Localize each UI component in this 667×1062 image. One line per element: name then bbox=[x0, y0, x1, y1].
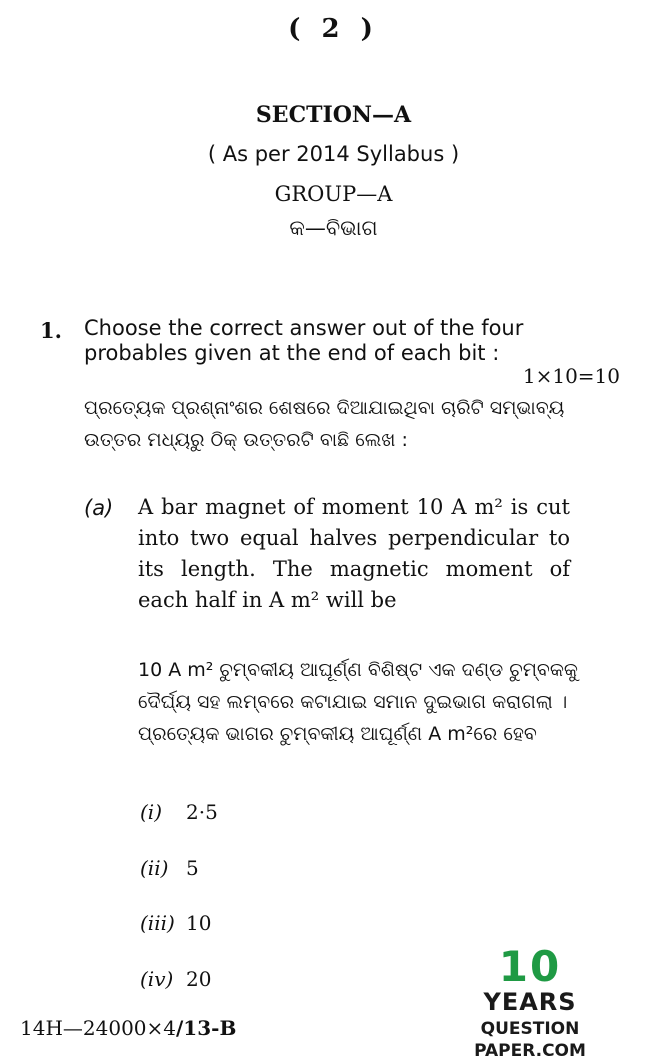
option-label: (ii) bbox=[140, 856, 169, 880]
option-label: (iv) bbox=[140, 967, 174, 991]
option-iv bbox=[140, 967, 211, 991]
logo-number: 10 bbox=[498, 942, 562, 991]
question-text: Choose the correct answer out of the four probables given at the end of each bit : bbox=[84, 316, 524, 365]
group-heading-odia: କ—ବିଭାଗ bbox=[289, 216, 378, 240]
syllabus-note: ( As per 2014 Syllabus ) bbox=[207, 142, 460, 166]
section-heading: SECTION—A bbox=[255, 102, 412, 128]
option-value: 5 bbox=[186, 856, 199, 880]
question-text-odia: ପ୍ରତ୍ୟେକ ପ୍ରଶ୍ନାଂଶର ଶେଷରେ ଦିଆଯାଇଥିବା ଚାରିଟି ସମ୍ଭାବ୍ୟ ଉତ୍ତର ମଧ୍ୟରୁ ଠିକ୍ ଉତ୍ତରଟି ବାଛି ଲେଖ : bbox=[84, 397, 565, 451]
logo-site-name: QUESTION PAPER.COM bbox=[474, 1019, 586, 1061]
page-number: ( 2 ) bbox=[288, 14, 379, 44]
paper-code bbox=[20, 1016, 236, 1040]
paper-code-text: 14H—24000×4 bbox=[20, 1016, 176, 1040]
paper-code-bold: /13-B bbox=[176, 1016, 237, 1040]
option-ii bbox=[140, 856, 199, 880]
option-iii bbox=[140, 911, 211, 935]
group-heading: GROUP—A bbox=[274, 182, 393, 206]
question-number: 1. bbox=[40, 318, 62, 343]
site-logo bbox=[424, 942, 636, 1062]
option-value: 20 bbox=[186, 967, 212, 991]
logo-years: YEARS bbox=[483, 988, 577, 1016]
option-label: (iii) bbox=[140, 911, 175, 935]
option-value: 10 bbox=[186, 911, 212, 935]
subquestion-text-odia: 10 A m² ଚୁମ୍ବକୀୟ ଆଘୂର୍ଣ୍ଣ ବିଶିଷ୍ଟ ଏକ ଦଣ୍ଡ ଚୁମ୍ବକକୁ ଦୈର୍ଘ୍ୟ ସହ ଲମ୍ବରେ କଟାଯାଇ ସମାନ ଦୁଇଭାଗ କରାଗଲା । ପ୍ରତ୍ୟେକ ଭାଗର ଚୁମ୍ବକୀୟ ଆଘୂର୍ଣ୍ଣ A m²ରେ ହେବ bbox=[138, 659, 578, 745]
subquestion-label: (a) bbox=[84, 496, 114, 520]
question-marks: 1×10=10 bbox=[522, 364, 620, 388]
option-label: (i) bbox=[140, 800, 163, 824]
option-value: 2·5 bbox=[186, 800, 218, 824]
option-i bbox=[140, 800, 218, 824]
subquestion-text: A bar magnet of moment 10 A m² is cut into two equal halves perpendicular to its length. The magnetic moment of each half in A m² will be bbox=[138, 495, 570, 612]
